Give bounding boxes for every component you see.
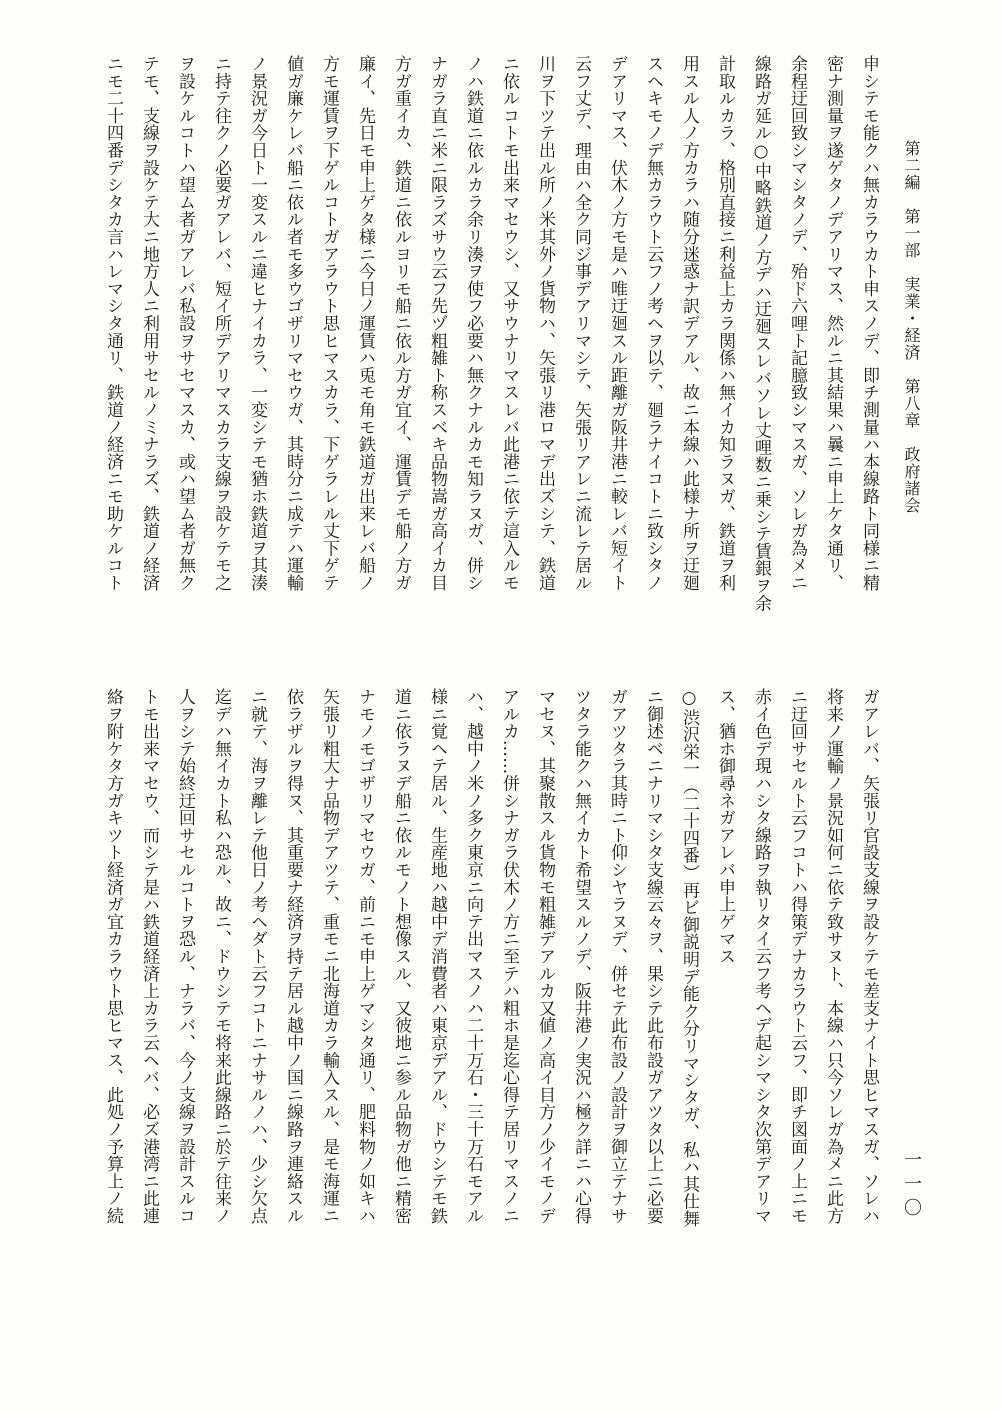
text-column: 線路ガ延ル○中略鉄道ノ方デハ迂廻スレバソレ丈哩数ニ乗シテ賃銀ヲ余 [751,55,771,612]
text-column: 川ヲ下ツテ出ル所ノ米其外ノ貨物ハ、矢張リ港ロマデ出ズシテ、鉄道 [535,55,555,592]
text-column: ヲ設ケルコトハ望ム者ガアレバ私設ヲサセマスカ、或ハ望ム者ガ無ク [175,55,195,592]
text-column: 方モ運賃ヲ下ゲルコトガアラウト思ヒマスカラ、下ゲラレル丈下ゲテ [319,55,339,592]
text-column: 道ニ依ラヌデ船ニ依ルモノト想像スル、又彼地ニ参ル品物ガ他ニ精密 [391,688,411,1225]
text-column: 云フ丈デ、理由ハ全ク同ジ事デアリマシテ、矢張リアレニ流レテ居ル [571,55,591,592]
text-column: スヘキモノデ無カラウト云フノ考ヘヲ以テ、廻ラナイコトニ致シタノ [643,55,663,592]
top-text-block [97,55,887,645]
text-column: ノハ鉄道ニ依ルカラ余リ湊ヲ使フ必要ハ無クナルカモ知ラヌガ、併シ [463,55,483,592]
text-column: 廉イ、先日モ申上ゲタ様ニ今日ノ運賃ハ兎モ角モ鉄道ガ出来レバ船ノ [355,55,375,592]
text-column: ニ迂回サセルト云フコトハ得策デナカラウト云フ、即チ図面ノ上ニモ [787,688,807,1225]
text-column: デアリマス、伏木ノ方モ是ハ唯迂廻スル距離ガ阪井港ニ較レバ短イト [607,55,627,592]
text-column: テモ、支線ヲ設ケテ大ニ地方人ニ利用サセルノミナラズ、鉄道ノ経済 [139,55,159,592]
text-column: ガアツタラ其時ニト仰シヤラヌデ、併セテ此布設ノ設計ヲ御立テナサ [607,688,627,1225]
speaker-line: ○渋沢栄一（二十四番）再ビ御説明デ能ク分リマシタガ、私ハ其仕舞 [679,688,699,1228]
text-column: ニ就テ、海ヲ離レテ他日ノ考ヘダト云フコトニナサルノハ、少シ欠点 [247,688,267,1225]
text-column: 密ナ測量ヲ遂ゲタノデアリマス、然ルニ其結果ハ曩ニ申上ケタ通リ、 [823,55,843,592]
text-column: 申シテモ能クハ無カラウカト申スノデ、即チ測量ハ本線路ト同様ニ精 [859,55,879,592]
text-column: アルカ……併シナガラ伏木ノ方ニ至テハ粗ホ是迄心得テ居リマスノニ [499,688,519,1225]
text-column: 余程迂回致シマシタノデ、殆ド六哩ト記臆致シマスガ、ソレガ為メニ [787,55,807,592]
text-column: ナモノモゴザリマセウガ、前ニモ申上ゲマシタ通リ、肥料物ノ如キハ [355,688,375,1225]
running-header: 第二編 第一部 実業・経済 第八章 政府諸会 [902,140,921,514]
text-column: 計取ルカラ、格別直接ニ利益上カラ関係ハ無イカ知ラヌガ、鉄道ヲ利 [715,55,735,592]
text-column: ス、猶ホ御尋ネガアレバ申上ゲマス [715,688,735,965]
bottom-text-block [97,688,887,1328]
text-column: ガアレバ、矢張リ官設支線ヲ設ケテモ差支ナイト思ヒマスガ、ソレハ [859,688,879,1225]
text-column: ナガラ直ニ米ニ限ラズサウ云フ先ヅ粗雑ト称スベキ品物嵩ガ高イカ目 [427,55,447,592]
text-column: 迄デハ無イカト私ハ恐ル、故ニ、ドウシテモ将来此線路ニ於テ往来ノ [211,688,231,1225]
text-column: 将来ノ運輸ノ景況如何ニ依テ致サヌト、本線ハ只今ソレガ為メニ此方 [823,688,843,1225]
text-column: ツタラ能クハ無イカト希望スルノデ、阪井港ノ実況ハ極ク詳ニハ心得 [571,688,591,1225]
text-column: ニ依ルコトモ出来マセウシ、又サウナリマスレバ此港ニ依テ這入ルモ [499,55,519,592]
text-column: ニ持テ往クノ必要ガアレバ、短イ所デアリマスカラ支線ヲ設ケテモ之 [211,55,231,592]
text-column: 様ニ覚ヘテ居ル、生産地ハ越中デ消費者ハ東京デアル、ドウシテモ鉄 [427,688,447,1225]
text-column: 人ヲシテ始終迂回サセルコトヲ恐ル、ナラバ、今ノ支線ヲ設計スルコ [175,688,195,1225]
text-column: ハ、越中ノ米ノ多ク東京ニ向テ出マスノハ二十万石・三十万石モアル [463,688,483,1225]
text-column: 矢張リ粗大ナ品物デアツテ、重モニ北海道カラ輸入スル、是モ海運ニ [319,688,339,1225]
text-column: 絡ヲ附ケタ方ガキツト経済ガ宜カラウト思ヒマス、此処ノ予算上ノ続 [103,688,123,1225]
text-column: 赤イ色デ現ハシタ線路ヲ執リタイ云フ考ヘデ起シマシタ次第デアリマ [751,688,771,1225]
text-column: 値ガ廉ケレバ船ニ依ル者モ多ウゴザリマセウガ、其時分ニ成テハ運輸 [283,55,303,592]
text-column: 用スル人ノ方カラハ随分迷惑ナ訳デアル、故ニ本線ハ此様ナ所ヲ迂廻 [679,55,699,592]
text-column: マセヌ、其聚散スル貨物モ粗雑デアルカ又値ノ高イ目方ノ少イモノデ [535,688,555,1225]
text-column: 方ガ重イカ、鉄道ニ依ルヨリモ船ニ依ル方ガ宜イ、運賃デモ船ノ方ガ [391,55,411,592]
text-column: 依ラザルヲ得ヌ、其重要ナ経済ヲ持テ居ル越中ノ国ニ線路ヲ連絡スル [283,688,303,1225]
text-column: トモ出来マセウ、而シテ是ハ鉄道経済上カラ云ヘバ、必ズ港湾ニ此連 [139,688,159,1225]
page-number: 一一〇 [901,1150,922,1222]
text-column: ノ景況ガ今日ト一変スルニ違ヒナイカラ、一変シテモ猶ホ鉄道ヲ其湊 [247,55,267,592]
text-column: ニモ二十四番デシタカ言ハレマシタ通リ、鉄道ノ経済ニモ助ケルコト [103,55,123,592]
text-column: ニ御述ベニナリマシタ支線云々ヲ、果シテ此布設ガアツタ以上ニ必要 [643,688,663,1225]
